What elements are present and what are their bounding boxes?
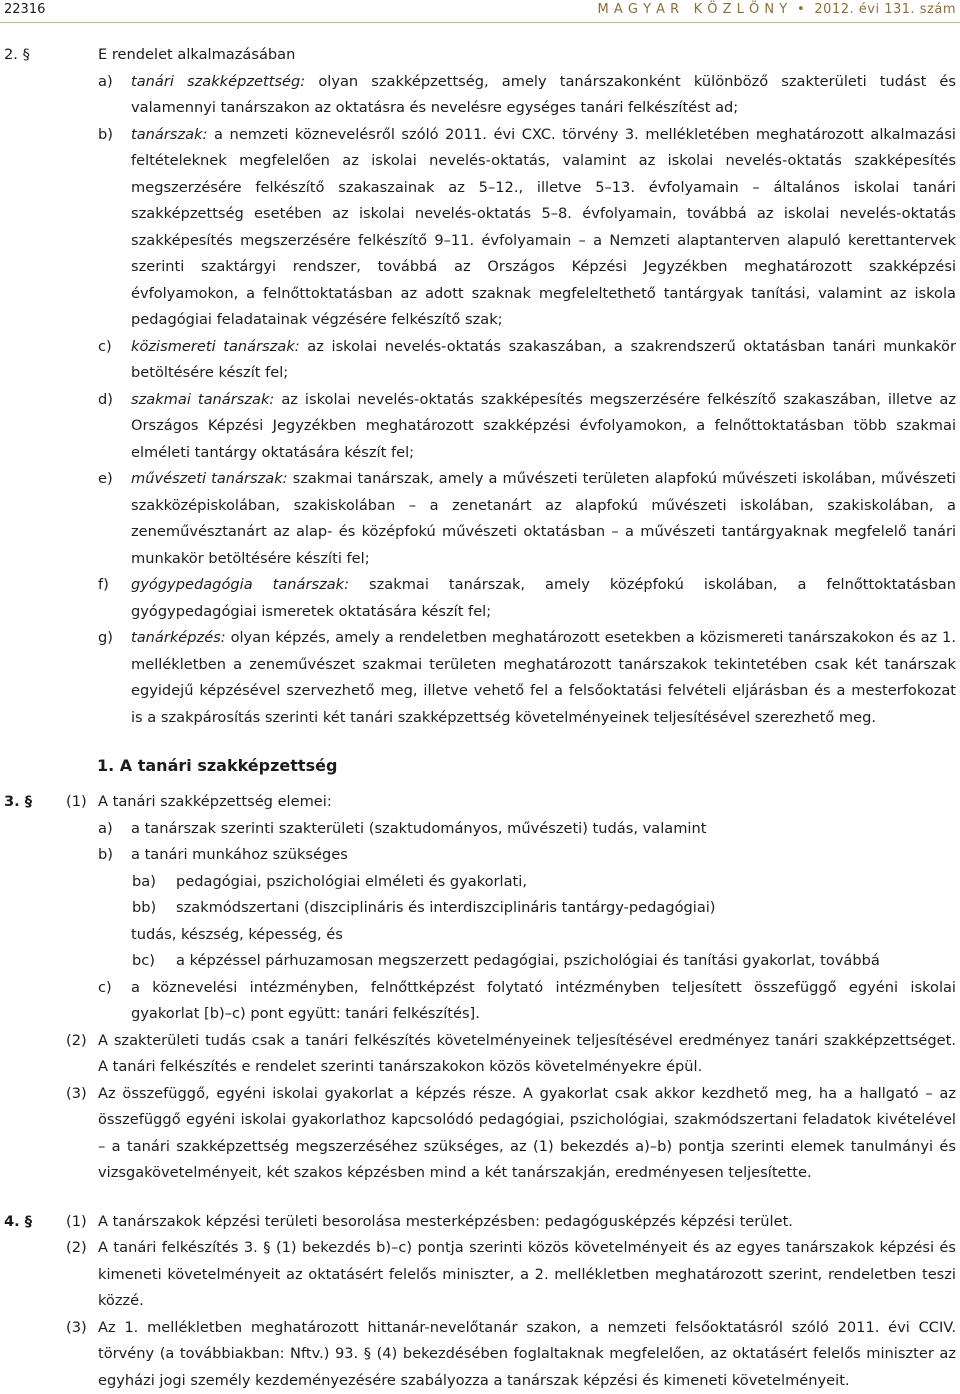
defined-term: tanári szakképzettség:	[131, 73, 305, 90]
section-number: 4. §	[4, 1209, 32, 1236]
item-label: d)	[98, 387, 113, 414]
element-b	[0, 842, 960, 869]
subitem-text: a képzéssel párhuzamosan megszerzett pedagógiai, pszichológiai és tanítási gyakorlat, továbbá	[176, 948, 956, 975]
paragraph-number: (2)	[66, 1028, 87, 1055]
definition-b	[0, 122, 960, 334]
section-3-para-3	[0, 1081, 960, 1187]
item-text: a tanári munkához szükséges	[131, 842, 956, 869]
defined-term: szakmai tanárszak:	[131, 391, 274, 408]
item-label: g)	[98, 625, 113, 652]
chapter-heading: 1. A tanári szakképzettség	[97, 753, 960, 779]
item-label: a)	[98, 816, 113, 843]
section-4-para-2	[0, 1235, 960, 1315]
section-number: 2. §	[4, 42, 30, 69]
paragraph-number: (1)	[66, 1209, 87, 1236]
defined-term: művészeti tanárszak:	[131, 470, 288, 487]
element-bb	[0, 895, 960, 922]
page-number: 22316	[4, 2, 45, 17]
definition-e	[0, 466, 960, 572]
item-text: tanári szakképzettség: olyan szakképzettség, amely tanárszakonként különböző szakterületi tudást és valamennyi tanárszakon az oktatásra és nevelésre egységes tanári felkészítést ad;	[131, 69, 956, 122]
page-header	[0, 0, 960, 30]
subitem-text: szakmódszertani (diszciplináris és interdiszciplináris tantárgy-pedagógiai)	[176, 895, 956, 922]
page-content	[0, 42, 960, 1394]
paragraph-text: A tanárszakok képzési területi besorolása mesterképzésben: pedagógusképzés képzési terület.	[98, 1209, 956, 1236]
item-label: a)	[98, 69, 113, 96]
item-text: a köznevelési intézményben, felnőttképzést folytató intézményben teljesített összefüggő egyéni iskolai gyakorlat [b)–c) pont együtt: tanári felkészítés].	[131, 975, 956, 1028]
item-text: közismereti tanárszak: az iskolai nevelés-oktatás szakaszában, a szakrendszerű oktatásban tanári munkakör betöltésére készít fel;	[131, 334, 956, 387]
definition-f	[0, 572, 960, 625]
item-text: tanárképzés: olyan képzés, amely a rendeletben meghatározott esetekben a közismereti tanárszakokon és az 1. mellékletben a zeneművészet szakmai területen meghatározott tanárszakok tekintetében csak két tanárszak egyidejű képzésével szervezhető meg, illetve vehető fel a felsőoktatási felvételi eljárásban és a mesterfokozat is a szakpárosítás szerinti két tanári szakképzettség követelményeinek teljesítésével szerezhető meg.	[131, 625, 956, 731]
section-2	[0, 42, 960, 69]
defined-term: közismereti tanárszak:	[131, 338, 300, 355]
element-bc	[0, 948, 960, 975]
item-label: c)	[98, 334, 112, 361]
item-label: b)	[98, 122, 113, 149]
section-3-para-2	[0, 1028, 960, 1081]
item-label: c)	[98, 975, 112, 1002]
section-3-para-1	[0, 789, 960, 816]
definition-g	[0, 625, 960, 731]
item-label: b)	[98, 842, 113, 869]
paragraph-text: A tanári felkészítés 3. § (1) bekezdés b)–c) pontja szerinti közös követelményeit és az egyes tanárszakok képzési és kimeneti követelményeit az oktatásért felelős miniszter, a 2. mellékletben meghatározott szerint, rendeletben teszi közzé.	[98, 1235, 956, 1315]
item-text: művészeti tanárszak: szakmai tanárszak, amely a művészeti területen alapfokú művészeti iskolában, művészeti szakközépiskolában, szakiskolában – a zenetanárt az alapfokú művészeti iskolában, szakiskolában, a zeneművésztanárt az alap- és középfokú művészeti oktatásban – a művészeti tantárgyaknak megfelelő tanári munkakör betöltésére készíti fel;	[131, 466, 956, 572]
defined-term: tanárszak:	[131, 126, 207, 143]
definition-a	[0, 69, 960, 122]
item-text: tanárszak: a nemzeti köznevelésről szóló 2011. évi CXC. törvény 3. mellékletében meghatározott alkalmazási feltételeknek megfelelően az iskolai nevelés-oktatás, valamint az iskolai nevelés-oktatás szakképesítés megszerzésére felkészítő szakaszainak az 5–12., illetve 5–13. évfolyamain – általános iskolai tanári szakképzettség esetében az iskolai nevelés-oktatás 5–8. évfolyamain, továbbá az iskolai nevelés-oktatás szakképesítés megszerzésére felkészítő 9–11. évfolyamain – a Nemzeti alaptanterven alapuló kerettantervek szerinti szaktárgyi rendszer, továbbá az Országos Képzési Jegyzékben meghatározott szakképzési évfolyamokon, a felnőttoktatásban az adott szaknak megfeleltethető tantárgyak tanítási, valamint az iskola pedagógiai feladatainak végzésére felkészítő szak;	[131, 122, 956, 334]
section-intro: E rendelet alkalmazásában	[98, 42, 956, 69]
journal-title: M A G Y A R K Ö Z L Ö N Y • 2012. évi 131. szám	[598, 2, 957, 17]
item-label: f)	[98, 572, 109, 599]
defined-term: tanárképzés:	[131, 629, 226, 646]
subitem-label: bc)	[132, 948, 155, 975]
header-rule	[0, 22, 960, 23]
paragraph-number: (1)	[66, 789, 87, 816]
definition-c	[0, 334, 960, 387]
element-ba	[0, 869, 960, 896]
paragraph-intro: A tanári szakképzettség elemei:	[98, 789, 956, 816]
section-number: 3. §	[4, 789, 32, 816]
item-text: gyógypedagógia tanárszak: szakmai tanárszak, amely középfokú iskolában, a felnőttoktatásban gyógypedagógiai ismeretek oktatására készít fel;	[131, 572, 956, 625]
paragraph-text: A szakterületi tudás csak a tanári felkészítés követelményeinek teljesítésével eredményez tanári szakképzettséget. A tanári felkészítés e rendelet szerinti tanárszakokon közös követelményekre épül.	[98, 1028, 956, 1081]
paragraph-text: Az összefüggő, egyéni iskolai gyakorlat a képzés része. A gyakorlat csak akkor kezdhető meg, ha a hallgató – az összefüggő egyéni iskolai gyakorlathoz kapcsolódó pedagógiai, pszichológiai, szakmódszertani feladatok kivételével – a tanári szakképzettség megszerzéséhez szükséges, az (1) bekezdés a)–b) pontja szerinti elemek tanulmányi és vizsgakövetelményeit, két szakos képzésben mind a két tanárszakján, eredményesen teljesítette.	[98, 1081, 956, 1187]
paragraph-number: (2)	[66, 1235, 87, 1262]
section-4-para-1	[0, 1209, 960, 1236]
section-4-para-3	[0, 1315, 960, 1394]
item-label: e)	[98, 466, 113, 493]
item-continuation: tudás, készség, képesség, és	[131, 922, 956, 949]
paragraph-number: (3)	[66, 1315, 87, 1342]
defined-term: gyógypedagógia tanárszak:	[131, 576, 349, 593]
subitem-label: bb)	[132, 895, 156, 922]
subitem-text: pedagógiai, pszichológiai elméleti és gyakorlati,	[176, 869, 956, 896]
element-b-continuation	[0, 922, 960, 949]
subitem-label: ba)	[132, 869, 156, 896]
item-text: a tanárszak szerinti szakterületi (szaktudományos, művészeti) tudás, valamint	[131, 816, 956, 843]
paragraph-number: (3)	[66, 1081, 87, 1108]
element-a	[0, 816, 960, 843]
paragraph-text: Az 1. mellékletben meghatározott hittanár-nevelőtanár szakon, a nemzeti felsőoktatásról szóló 2011. évi CCIV. törvény (a továbbiakban: Nftv.) 93. § (4) bekezdésében foglaltaknak megfelelően, az oktatásért felelős miniszter az egyházi jogi személy kezdeményezésére szabályozza a tanárszak képzési és kimeneti követelményeit.	[98, 1315, 956, 1394]
element-c	[0, 975, 960, 1028]
definition-d	[0, 387, 960, 467]
item-text: szakmai tanárszak: az iskolai nevelés-oktatás szakképesítés megszerzésére felkészítő szakaszában, illetve az Országos Képzési Jegyzékben meghatározott szakképzési évfolyamokon, a felnőttoktatásban több szakmai elméleti tantárgy oktatására készít fel;	[131, 387, 956, 467]
